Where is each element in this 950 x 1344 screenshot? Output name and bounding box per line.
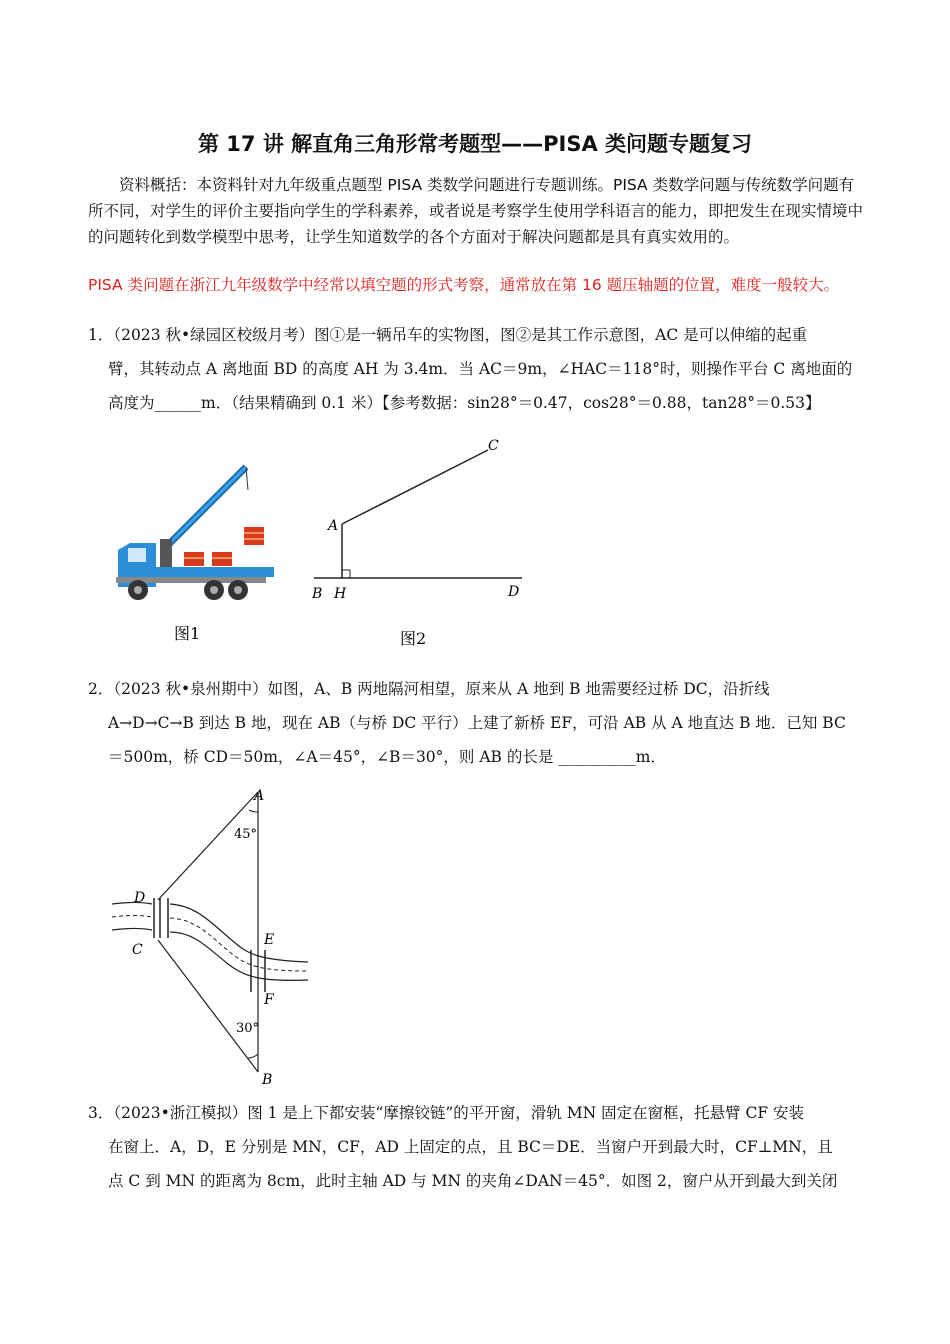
- page-title: 第 17 讲 解直角三角形常考题型——PISA 类问题专题复习: [197, 132, 753, 156]
- question-line: （2023 秋•绿园区校级月考）图①是一辆吊车的实物图，图②是其工作示意图，AC 是可以伸缩的起重: [113, 326, 808, 344]
- question-line: 臂，其转动点 A 离地面 BD 的高度 AH 为 3.4m．当 AC＝9m，∠HAC＝118°时，则操作平台 C 离地面的: [108, 360, 853, 378]
- fig1-caption: 图1: [174, 624, 201, 643]
- question-number: 2．: [88, 680, 114, 698]
- label-H: H: [334, 586, 347, 602]
- label-A: A: [254, 788, 265, 804]
- red-note: PISA 类问题在浙江九年级数学中经常以填空题的形式考察，通常放在第 16 题压轴题的位置，难度一般较大。: [88, 276, 840, 294]
- label-A: A: [328, 518, 339, 534]
- question-line: （2023•浙江模拟）图 1 是上下都安装“摩擦铰链”的平开窗，滑轨 MN 固定在窗框，托悬臂 CF 安装: [113, 1104, 805, 1122]
- question-line: 高度为______m．（结果精确到 0.1 米）【参考数据：sin28°＝0.47，cos28°＝0.88，tan28°＝0.53】: [108, 394, 821, 412]
- question-number: 1．: [88, 326, 114, 344]
- question-2: [88, 672, 864, 774]
- question-line: 点 C 到 MN 的距离为 8cm，此时主轴 AD 与 MN 的夹角∠DAN＝45°．如图 2，窗户从开到最大到关闭: [108, 1172, 838, 1190]
- label-D: D: [508, 584, 520, 600]
- river-bridge-figure: [108, 782, 318, 1087]
- question-line: 在窗上．A，D，E 分别是 MN，CF，AD 上固定的点，且 BC＝DE．当窗户开到最大时，CF⊥MN，且: [108, 1138, 833, 1156]
- label-E: E: [264, 932, 275, 948]
- question-number: 3．: [88, 1104, 114, 1122]
- crane-truck-figure: [108, 455, 288, 645]
- label-B: B: [312, 586, 323, 602]
- angle-A-label: 45°: [234, 827, 258, 842]
- question-1: [88, 318, 864, 420]
- label-B: B: [262, 1072, 273, 1087]
- question-line: ＝500m，桥 CD＝50m，∠A＝45°，∠B＝30°，则 AB 的长是 __________m．: [108, 748, 666, 766]
- question-line: A→D→C→B 到达 B 地，现在 AB（与桥 DC 平行）上建了新桥 EF，可沿 AB 从 A 地直达 B 地．已知 BC: [108, 714, 846, 732]
- label-D: D: [134, 890, 146, 906]
- label-C: C: [488, 438, 499, 454]
- question-line: （2023 秋•泉州期中）如图，A、B 两地隔河相望，原来从 A 地到 B 地需要经过桥 DC，沿折线: [113, 680, 770, 698]
- label-F: F: [264, 992, 274, 1008]
- question-3: [88, 1096, 864, 1198]
- crane-schematic-figure: [300, 430, 540, 650]
- fig2-caption: 图2: [400, 629, 427, 648]
- summary-paragraph: 资料概括：本资料针对九年级重点题型 PISA 类数学问题进行专题训练。PISA 类数学问题与传统数学问题有所不同，对学生的评价主要指向学生的学科素养，或者说是考察学生使用学科语言的能力，即把发生在现实情境中的问题转化到数学模型中思考，让学生知道数学的各个方面对于解决问题都是具有真实效用的。: [88, 176, 864, 246]
- angle-B-label: 30°: [236, 1021, 260, 1036]
- label-C: C: [132, 942, 143, 958]
